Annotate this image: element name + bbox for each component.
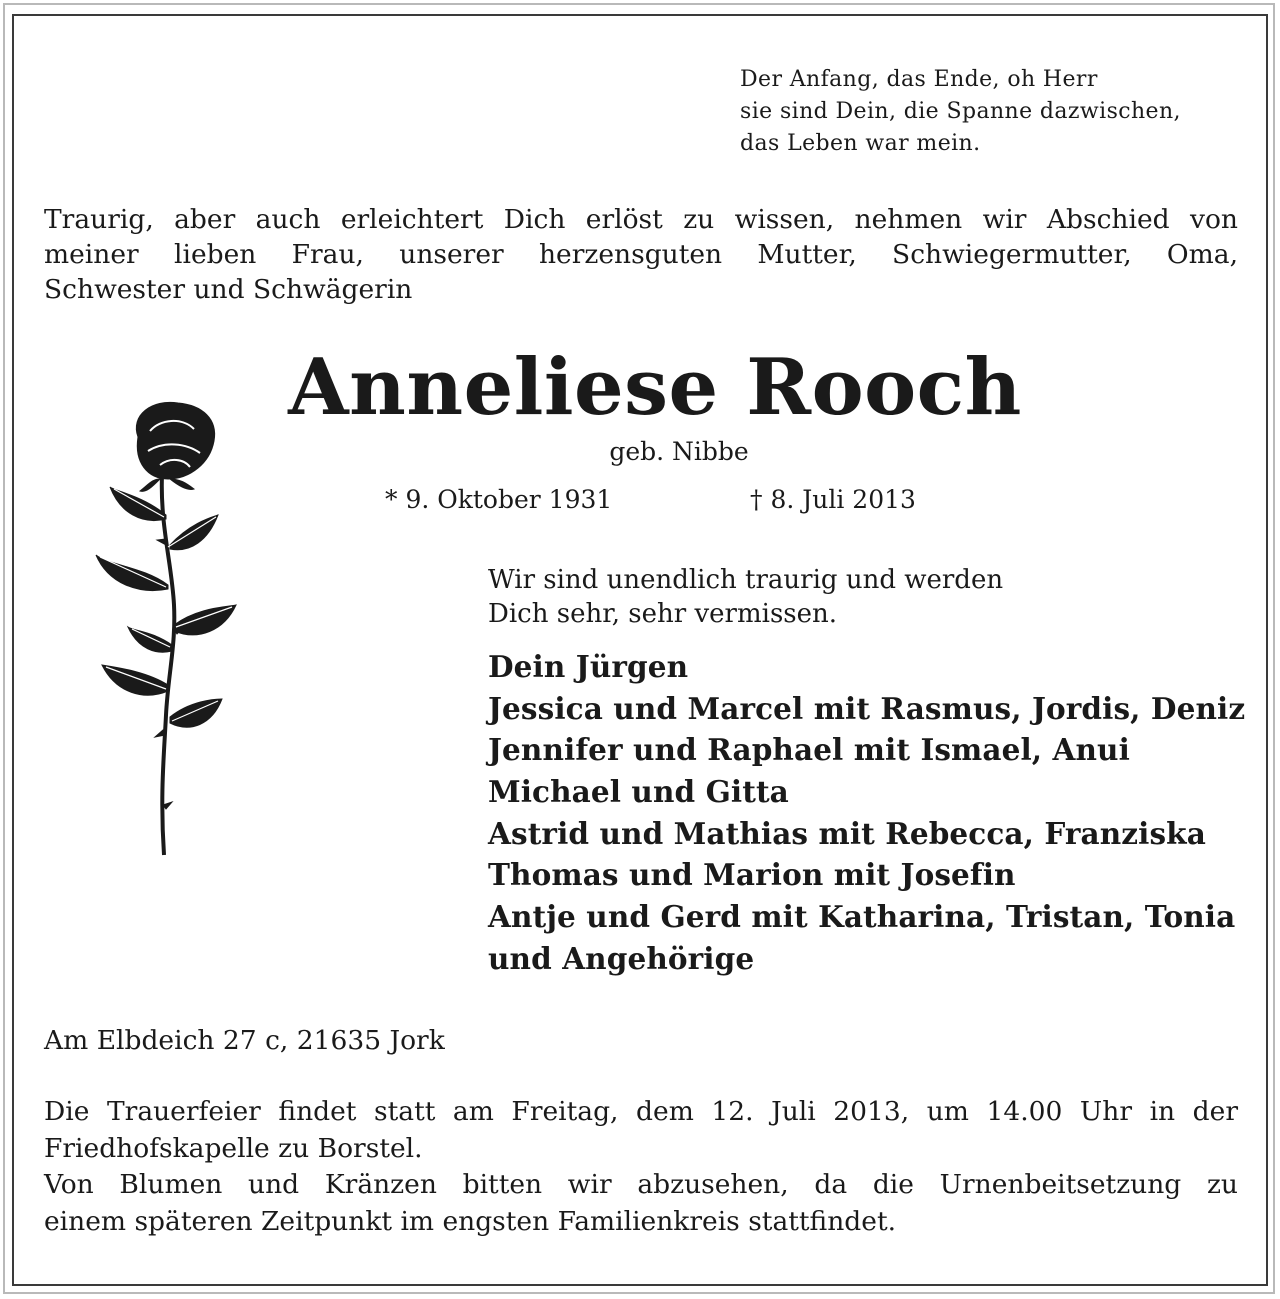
mourner-line: Jennifer und Raphael mit Ismael, Anui (488, 732, 1130, 768)
mourners-list (488, 646, 1245, 980)
poem-line: das Leben war mein. (740, 131, 981, 156)
poem-line: sie sind Dein, die Spanne dazwischen, (740, 99, 1181, 124)
funeral-line: Friedhofskapelle zu Borstel. (44, 1132, 423, 1164)
poem-quote (740, 64, 1181, 160)
address: Am Elbdeich 27 c, 21635 Jork (44, 1025, 445, 1056)
intro-text (44, 202, 1238, 307)
mourner-line: Thomas und Marion mit Josefin (488, 857, 1016, 893)
intro-line: meiner lieben Frau, unserer herzensguten Mutter, Schwiegermutter, Oma, (44, 239, 1238, 270)
birth-name: geb. Nibbe (609, 437, 749, 466)
deceased-name: Anneliese Rooch (288, 342, 1022, 433)
condolence-message (488, 563, 1003, 631)
mourner-line: Astrid und Mathias mit Rebecca, Franziska (488, 815, 1206, 851)
message-line: Wir sind unendlich traurig und werden (488, 565, 1004, 595)
mourner-line: Michael und Gitta (488, 774, 789, 810)
mourner-line: Dein Jürgen (488, 649, 689, 684)
death-date: † 8. Juli 2013 (750, 485, 916, 514)
funeral-line: einem späteren Zeitpunkt im engsten Familienkreis stattfindet. (44, 1205, 897, 1237)
funeral-line: Die Trauerfeier findet statt am Freitag, dem 12. Juli 2013, um 14.00 Uhr in der (44, 1096, 1238, 1127)
message-line: Dich sehr, sehr vermissen. (488, 599, 838, 629)
mourner-line: und Angehörige (488, 940, 755, 976)
mourner-line: Antje und Gerd mit Katharina, Tristan, Tonia (488, 899, 1236, 935)
rose-icon (90, 395, 250, 865)
mourner-line: Jessica und Marcel mit Rasmus, Jordis, Deniz (488, 690, 1246, 726)
birth-date: * 9. Oktober 1931 (385, 485, 613, 514)
intro-line: Schwester und Schwägerin (44, 274, 413, 305)
intro-line: Traurig, aber auch erleichtert Dich erlöst zu wissen, nehmen wir Abschied von (44, 204, 1238, 235)
funeral-details (44, 1094, 1238, 1240)
funeral-line: Von Blumen und Kränzen bitten wir abzusehen, da die Urnenbeitsetzung zu (44, 1169, 1238, 1200)
poem-line: Der Anfang, das Ende, oh Herr (740, 67, 1098, 92)
